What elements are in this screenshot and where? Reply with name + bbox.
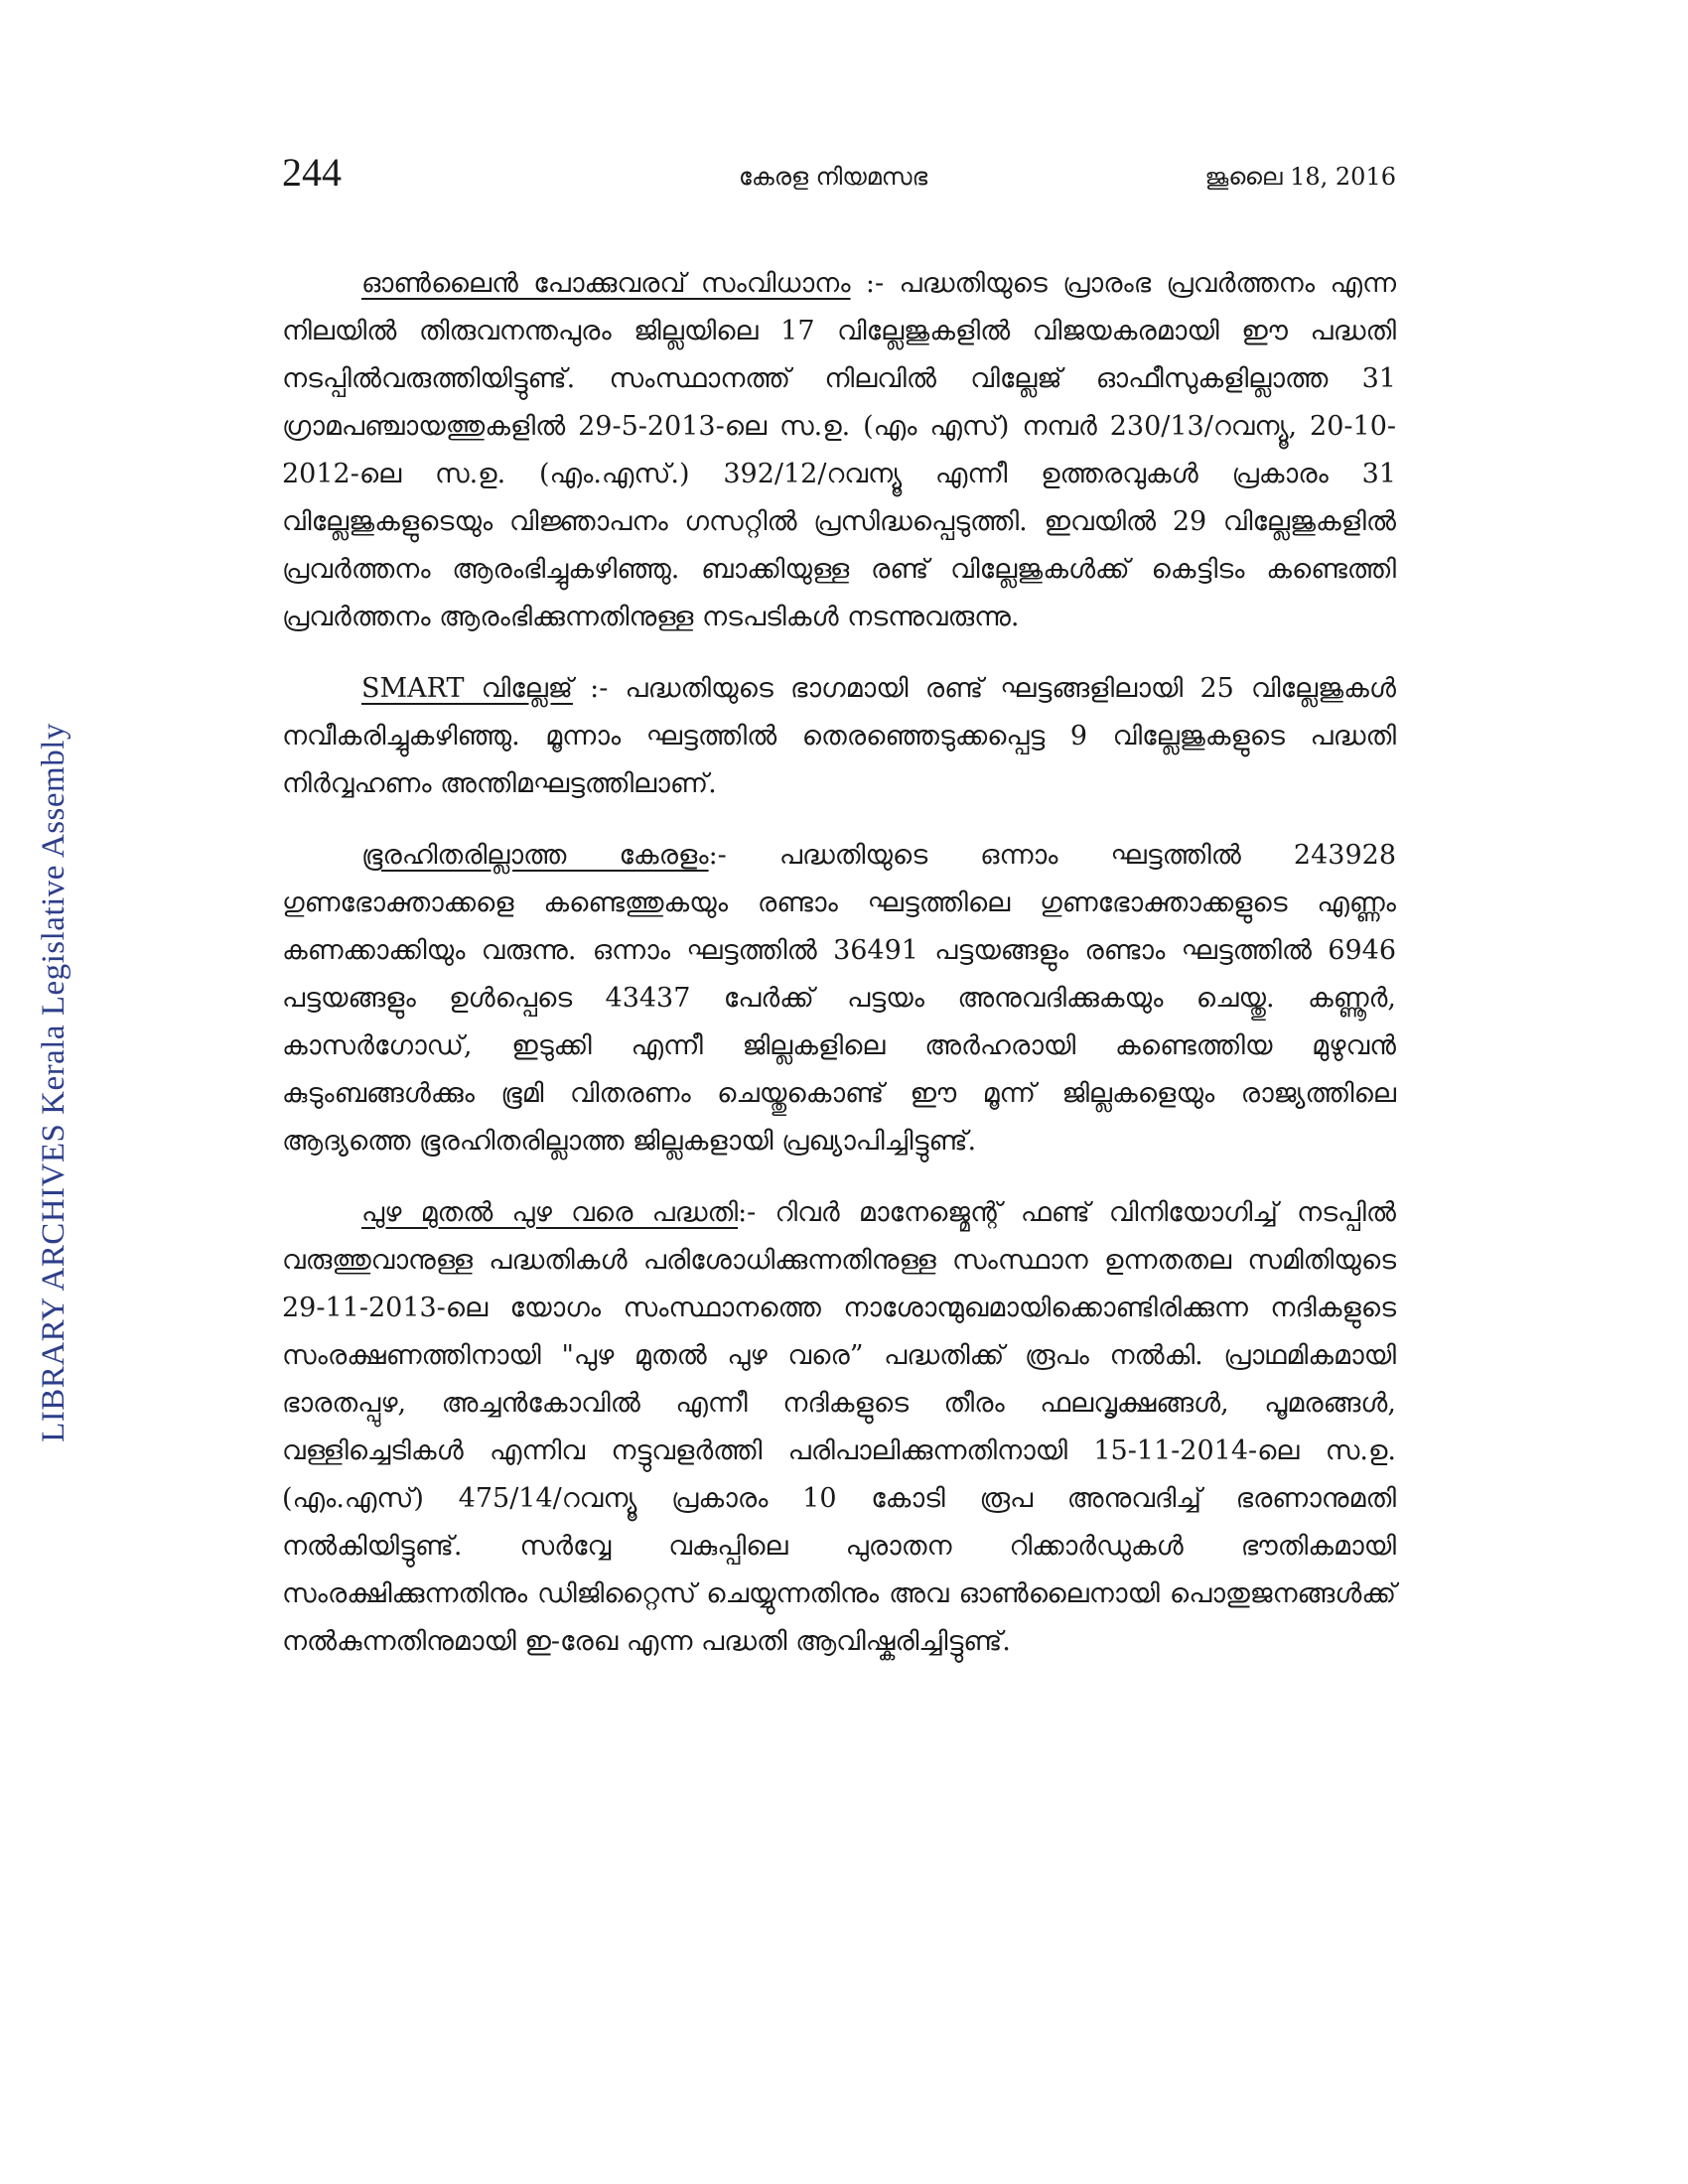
document-body <box>282 260 1396 1666</box>
paragraph-text: :- പദ്ധതിയുടെ ഭാഗമായി രണ്ട് ഘട്ടങ്ങളിലായി 25 വില്ലേജുകൾ നവീകരിച്ചുകഴിഞ്ഞു. മൂന്നാം ഘട്ടത്തിൽ തെരഞ്ഞെടുക്കപ്പെട്ട 9 വില്ലേജുകളുടെ പദ്ധതി നിർവ്വഹണം അന്തിമഘട്ടത്തിലാണ്. <box>282 673 1396 799</box>
watermark-text: LIBRARY ARCHIVES Kerala Legislative Assembly <box>35 722 71 1442</box>
paragraph-heading: ഓൺലൈൻ പോക്കുവരവ് സംവിധാനം <box>361 268 851 299</box>
archive-watermark <box>24 722 83 1442</box>
paragraph-smart-village <box>282 665 1396 808</box>
paragraph-river-to-river <box>282 1189 1396 1666</box>
paragraph-online-mutation <box>282 260 1396 641</box>
paragraph-heading: ഭൂരഹിതരില്ലാത്ത കേരളം <box>361 840 709 871</box>
running-date: ജൂലൈ 18, 2016 <box>1204 163 1396 191</box>
paragraph-heading: പുഴ മുതൽ പുഴ വരെ പദ്ധതി <box>361 1197 739 1228</box>
page-header <box>282 149 1396 208</box>
paragraph-heading: SMART വില്ലേജ് <box>361 673 573 704</box>
page-number: 244 <box>282 150 342 195</box>
paragraph-text: :- പദ്ധതിയുടെ പ്രാരംഭ പ്രവർത്തനം എന്ന നിലയിൽ തിരുവനന്തപുരം ജില്ലയിലെ 17 വില്ലേജുകളിൽ വിജയകരമായി ഈ പദ്ധതി നടപ്പിൽവരുത്തിയിട്ടുണ്ട്. സംസ്ഥാനത്ത് നിലവിൽ വില്ലേജ് ഓഫീസുകളില്ലാത്ത 31 ഗ്രാമപഞ്ചായത്തുകളിൽ 29-5-2013-ലെ സ.ഉ. (എം എസ്) നമ്പർ 230/13/റവന്യൂ, 20-10-2012-ലെ സ.ഉ. (എം.എസ്.) 392/12/റവന്യൂ എന്നീ ഉത്തരവുകൾ പ്രകാരം 31 വില്ലേജുകളുടെയും വിജ്ഞാപനം ഗസറ്റിൽ പ്രസിദ്ധപ്പെടുത്തി. ഇവയിൽ 29 വില്ലേജുകളിൽ പ്രവർത്തനം ആരംഭിച്ചുകഴിഞ്ഞു. ബാക്കിയുള്ള രണ്ട് വില്ലേജുകൾക്ക് കെട്ടിടം കണ്ടെത്തി പ്രവർത്തനം ആരംഭിക്കുന്നതിനുള്ള നടപടികൾ നടന്നുവരുന്നു. <box>282 268 1396 632</box>
paragraph-text: :- പദ്ധതിയുടെ ഒന്നാം ഘട്ടത്തിൽ 243928 ഗുണഭോക്താക്കളെ കണ്ടെത്തുകയും രണ്ടാം ഘട്ടത്തിലെ ഗുണഭോക്താക്കളുടെ എണ്ണം കണക്കാക്കിയും വരുന്നു. ഒന്നാം ഘട്ടത്തിൽ 36491 പട്ടയങ്ങളും രണ്ടാം ഘട്ടത്തിൽ 6946 പട്ടയങ്ങളും ഉൾപ്പെടെ 43437 പേർക്ക് പട്ടയം അനുവദിക്കുകയും ചെയ്തു. കണ്ണൂർ, കാസർഗോഡ്, ഇടുക്കി എന്നീ ജില്ലകളിലെ അർഹരായി കണ്ടെത്തിയ മുഴുവൻ കുടുംബങ്ങൾക്കും ഭൂമി വിതരണം ചെയ്തുകൊണ്ട് ഈ മൂന്ന് ജില്ലകളെയും രാജ്യത്തിലെ ആദ്യത്തെ ഭൂരഹിതരില്ലാത്ത ജില്ലകളായി പ്രഖ്യാപിച്ചിട്ടുണ്ട്. <box>282 840 1396 1157</box>
paragraph-landless-free-kerala <box>282 832 1396 1165</box>
running-title: കേരള നിയമസഭ <box>739 163 928 191</box>
paragraph-text: :- റിവർ മാനേജ്മെന്റ് ഫണ്ട് വിനിയോഗിച്ച് നടപ്പിൽ വരുത്തുവാനുള്ള പദ്ധതികൾ പരിശോധിക്കുന്നതിനുള്ള സംസ്ഥാന ഉന്നതതല സമിതിയുടെ 29-11-2013-ലെ യോഗം സംസ്ഥാനത്തെ നാശോന്മുഖമായിക്കൊണ്ടിരിക്കുന്ന നദികളുടെ സംരക്ഷണത്തിനായി "പുഴ മുതൽ പുഴ വരെ” പദ്ധതിക്ക് രൂപം നൽകി. പ്രാഥമികമായി ഭാരതപ്പുഴ, അച്ചൻകോവിൽ എന്നീ നദികളുടെ തീരം ഫലവൃക്ഷങ്ങൾ, പൂമരങ്ങൾ, വള്ളിച്ചെടികൾ എന്നിവ നട്ടുവളർത്തി പരിപാലിക്കുന്നതിനായി 15-11-2014-ലെ സ.ഉ. (എം.എസ്) 475/14/റവന്യൂ പ്രകാരം 10 കോടി രൂപ അനുവദിച്ച് ഭരണാനുമതി നൽകിയിട്ടുണ്ട്. സർവ്വേ വകുപ്പിലെ പുരാതന റിക്കാർഡുകൾ ഭൗതികമായി സംരക്ഷിക്കുന്നതിനും ഡിജിറ്റൈസ് ചെയ്യുന്നതിനും അവ ഓൺലൈനായി പൊതുജനങ്ങൾക്ക് നൽകുന്നതിനുമായി ഇ-രേഖ എന്ന പദ്ധതി ആവിഷ്കരിച്ചിട്ടുണ്ട്. <box>282 1197 1396 1657</box>
